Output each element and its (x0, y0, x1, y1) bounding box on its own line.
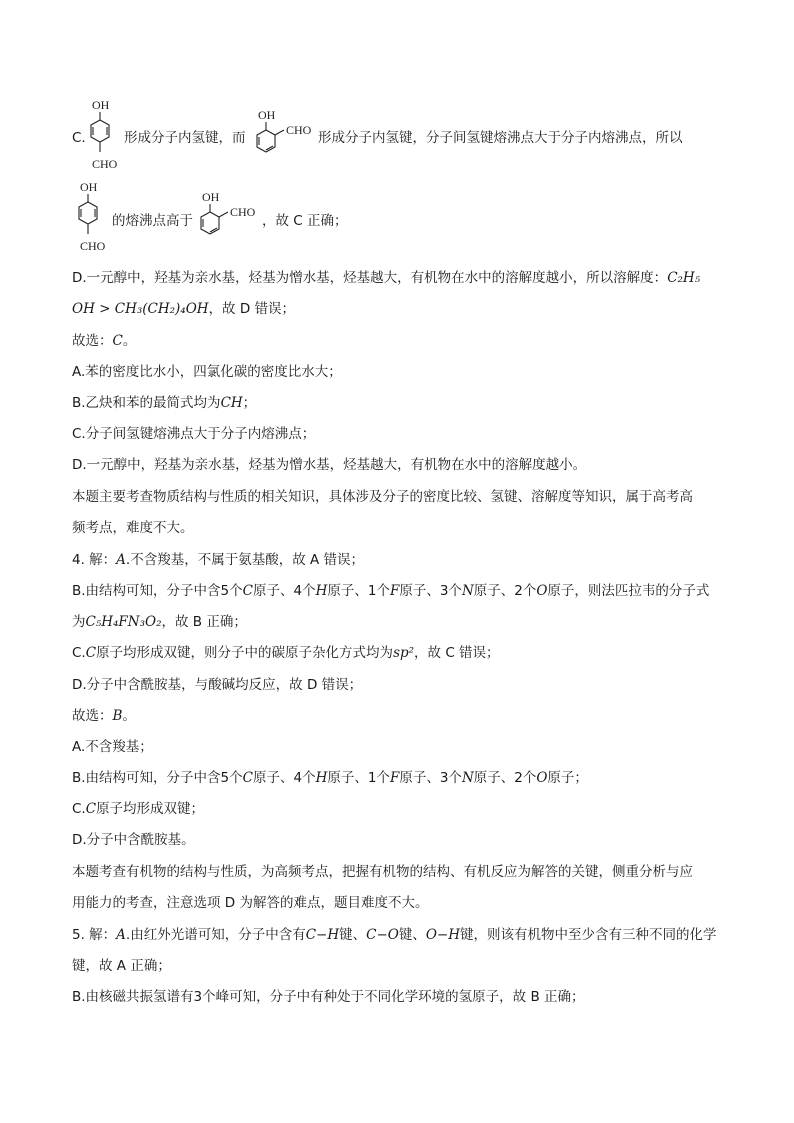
q4-option-c: C.C原子均形成双键，则分子中的碳原子杂化方式均为sp²，故 C 错误； (72, 645, 500, 661)
q4-option-b-line1: B.由结构可知，分子中含5个C原子、4个H原子、1个F原子、3个N原子、2个O原子，则法匹拉韦的分子式 (72, 583, 710, 599)
q5-option-a-line2: 键，故 A 正确； (72, 958, 171, 974)
q3-option-d-line1: D.一元醇中，羟基为亲水基，烃基为憎水基，烃基越大，有机物在水中的溶解度越小，所以溶解度：C₂H₅ (72, 270, 701, 286)
salicylaldehyde-structure-2 (190, 190, 264, 242)
p-hydroxybenzaldehyde-structure (86, 98, 126, 174)
q3-summary-line1: 本题主要考查物质结构与性质的相关知识，具体涉及分子的密度比较、氢键、溶解度等知识，属于高考高 (72, 489, 693, 505)
q4-option-d: D.分子中含酰胺基，与酸碱均反应，故 D 错误； (72, 677, 363, 693)
salicylaldehyde-structure (246, 108, 320, 160)
cho-label: CHO (92, 157, 118, 171)
q4-option-b-line2: 为C₅H₄FN₃O₂，故 B 正确； (72, 614, 247, 630)
q3-explain-a: A.苯的密度比水小，四氯化碳的密度比水大； (72, 364, 342, 380)
q3-summary-line2: 频考点，难度不大。 (72, 520, 194, 536)
q5-option-b: B.由核磁共振氢谱有3个峰可知，分子中有种处于不同化学环境的氢原子，故 B 正确； (72, 989, 585, 1005)
q4-answer: 故选：B。 (72, 708, 136, 724)
q3-explain-b: B.乙炔和苯的最简式均为CH； (72, 395, 257, 411)
q3-c-text4: ，故 C 正确； (262, 213, 348, 229)
q4-summary-line1: 本题考查有机物的结构与性质，为高频考点，把握有机物的结构、有机反应为解答的关键，侧重分析与应 (72, 864, 693, 880)
oh-label: OH (202, 190, 220, 204)
p-hydroxybenzaldehyde-structure-2 (74, 180, 114, 256)
q3-c-text2: 形成分子内氢键，分子间氢键熔沸点大于分子内熔沸点，所以 (318, 130, 683, 146)
q3-answer: 故选：C。 (72, 333, 137, 349)
q5-option-a-line1: 5. 解：A.由红外光谱可知，分子中含有C−H键、C−O键、O−H键，则该有机物中至少含有三种不同的化学 (72, 927, 717, 943)
q4-explain-b: B.由结构可知，分子中含5个C原子、4个H原子、1个F原子、3个N原子、2个O原子； (72, 770, 588, 786)
q3-c-text1: 形成分子内氢键，而 (124, 130, 246, 146)
oh-label: OH (92, 98, 110, 112)
option-c-label: C. (72, 130, 86, 146)
q3-explain-d: D.一元醇中，羟基为亲水基，烃基为憎水基，烃基越大，有机物在水中的溶解度越小。 (72, 457, 587, 473)
q4-explain-a: A.不含羧基； (72, 739, 153, 755)
oh-label: OH (258, 108, 276, 122)
q4-option-a: 4. 解：A.不含羧基，不属于氨基酸，故 A 错误； (72, 552, 365, 568)
oh-label: OH (80, 180, 98, 194)
q4-summary-line2: 用能力的考查，注意选项 D 为解答的难点，题目难度不大。 (72, 895, 429, 911)
q3-option-d-line2: OH > CH₃(CH₂)₄OH，故 D 错误； (72, 301, 296, 317)
cho-label: CHO (230, 205, 256, 219)
q4-explain-c: C.C原子均形成双键； (72, 801, 205, 817)
cho-label: CHO (80, 239, 106, 253)
q3-c-text3: 的熔沸点高于 (112, 213, 193, 229)
q4-explain-d: D.分子中含酰胺基。 (72, 832, 195, 848)
cho-label: CHO (286, 123, 312, 137)
q3-explain-c: C.分子间氢键熔沸点大于分子内熔沸点； (72, 426, 316, 442)
